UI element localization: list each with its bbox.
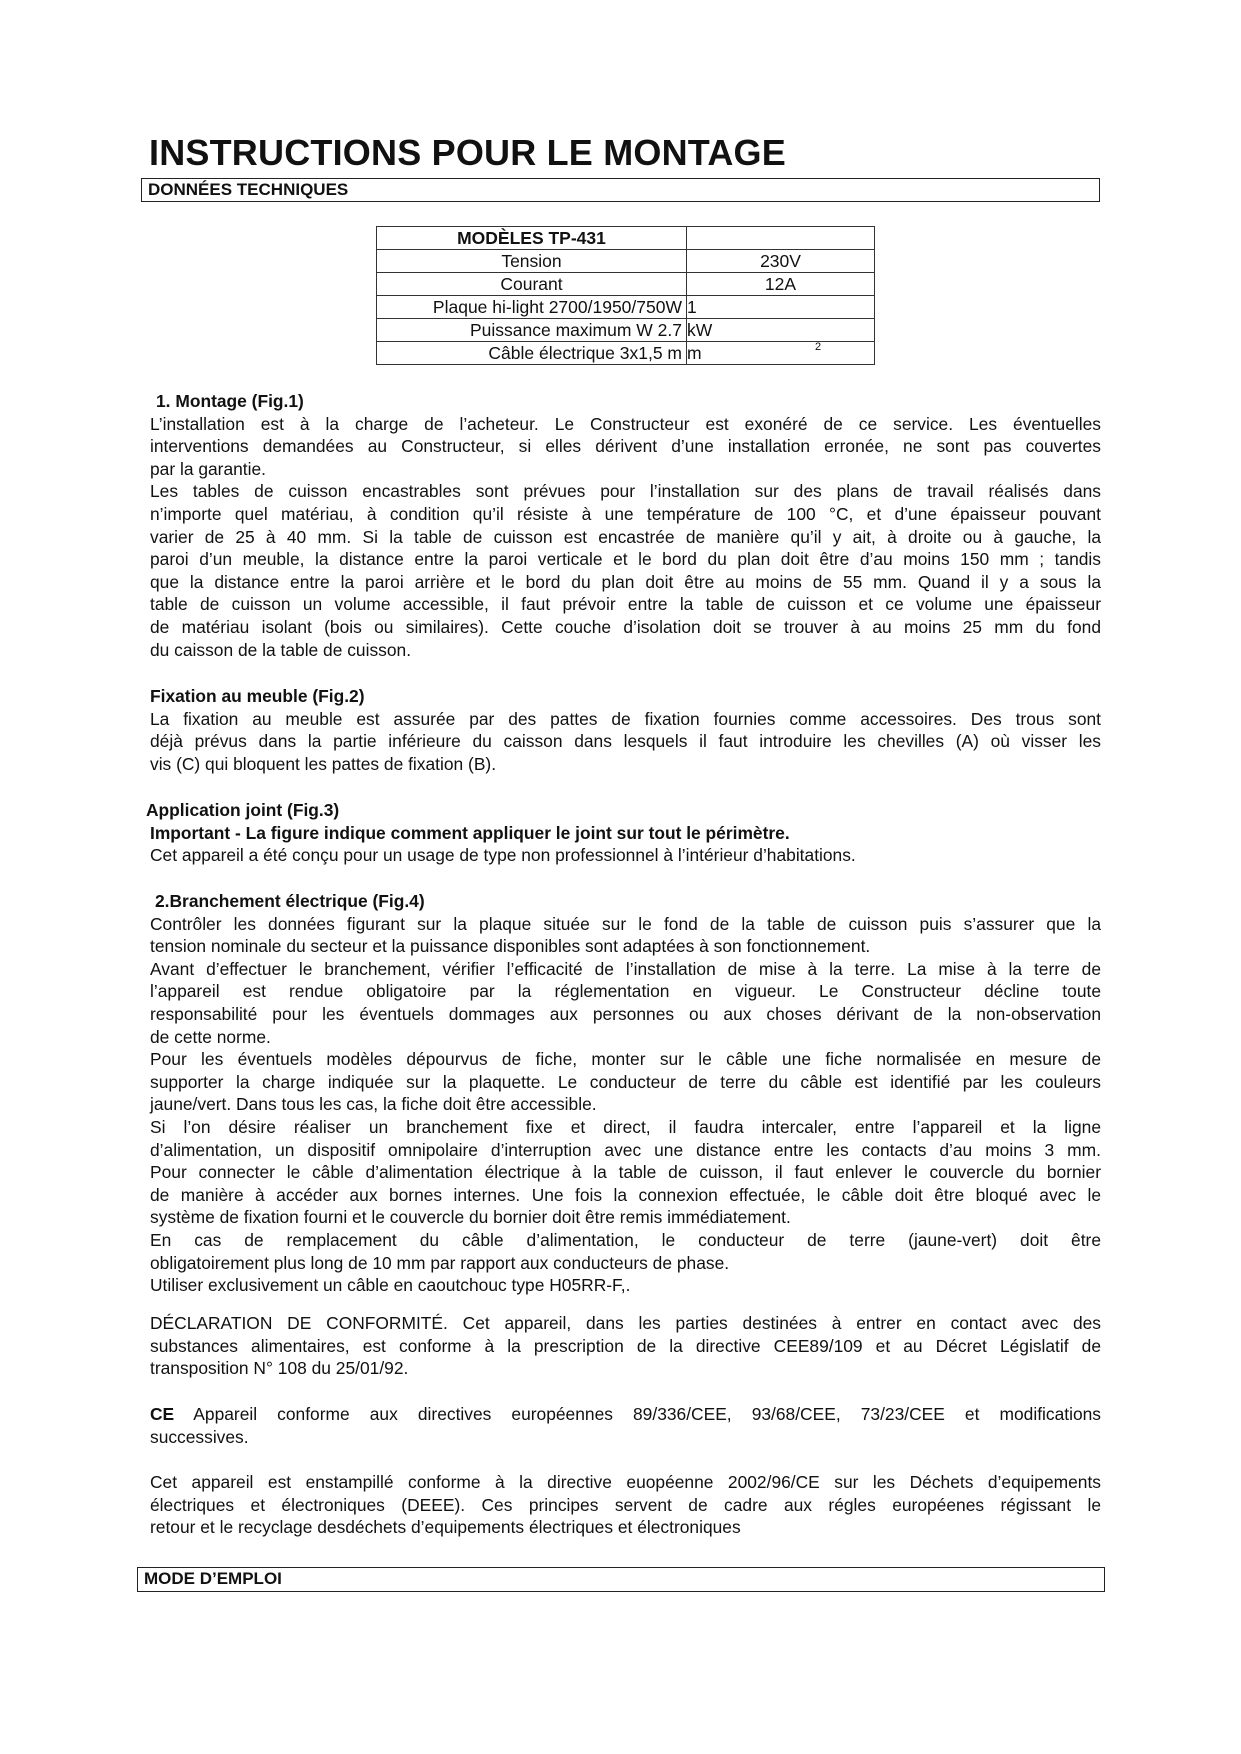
text-line: Si l’on désire réaliser un branchement fixe et direct, il faudra intercaler, entre l’appareil et la ligne [150, 1116, 1101, 1137]
spec-row [377, 296, 875, 319]
spec-row [377, 342, 875, 365]
text-line: En cas de remplacement du câble d’alimentation, le conducteur de terre (jaune-vert) doit être [150, 1229, 1101, 1250]
spec-label: Courant [377, 273, 687, 296]
spec-value: 12A [687, 273, 875, 296]
ce-section [150, 1403, 1101, 1448]
text-line: du caisson de la table de cuisson. [150, 639, 412, 660]
superscript-two: 2 [815, 341, 822, 353]
text-line: responsabilité pour les éventuels dommages aux personnes ou aux choses dérivant de la non-observation [150, 1003, 1101, 1024]
declaration-section [150, 1312, 1101, 1380]
text-line: d’alimentation, un dispositif omnipolaire d’interruption avec une distance entre les contacts d’au moins 3 mm. [150, 1139, 1101, 1160]
text-line: système de fixation fourni et le couvercle du bornier doit être remis immédiatement. [150, 1207, 791, 1228]
text-line: L’installation est à la charge de l’acheteur. Le Constructeur est exonéré de ce service. Les éventuelles [150, 413, 1101, 434]
text-line: Avant d’effectuer le branchement, vérifier l’efficacité de l’installation de mise à la terre. La mise à la terre de [150, 958, 1101, 979]
spec-model-label: MODÈLES TP-431 [377, 227, 687, 250]
spec-row [377, 250, 875, 273]
montage-section [150, 390, 1101, 661]
page-title: INSTRUCTIONS POUR LE MONTAGE [149, 132, 786, 173]
text-line: transposition N° 108 du 25/01/92. [150, 1358, 409, 1379]
fixation-heading: Fixation au meuble (Fig.2) [150, 686, 365, 706]
ce-text: Appareil conforme aux directives européennes 89/336/CEE, 93/68/CEE, 73/23/CEE et modifications [174, 1404, 1101, 1424]
spec-label: Puissance maximum W 2.7 [377, 319, 687, 342]
section-header-label: DONNÉES TECHNIQUES [148, 180, 349, 199]
text-line: Cet appareil est enstampillé conforme à la directive euopéenne 2002/96/CE sur les Déchets d’equipements [150, 1472, 1101, 1492]
text-line: de matériau isolant (bois ou similaires). Cette couche d’isolation doit se trouver à au moins 25 mm du fond [150, 616, 1101, 637]
spec-label: Tension [377, 250, 687, 273]
fixation-section [150, 685, 1101, 775]
spec-value: 1 [687, 296, 875, 319]
section-header-label: MODE D’EMPLOI [144, 1569, 282, 1588]
text-line: déjà prévus dans la partie inférieure du caisson dans lesquels il faut introduire les chevilles (A) où visser les [150, 731, 1101, 752]
text-line: vis (C) qui bloquent les pattes de fixation (B). [150, 753, 497, 774]
text-line: n’importe quel matériau, à condition qu’il résiste à une température de 100 °C, et d’une épaisseur pouvant [150, 503, 1101, 524]
text-line: jaune/vert. Dans tous les cas, la fiche doit être accessible. [150, 1094, 597, 1115]
spec-value: m [687, 342, 875, 365]
text-line: successives. [150, 1426, 249, 1447]
spec-model-value [687, 227, 875, 250]
text-line: Utiliser exclusivement un câble en caoutchouc type H05RR-F,. [150, 1275, 631, 1296]
text-line: Les tables de cuisson encastrables sont prévues pour l’installation sur des plans de travail réalisés dans [150, 481, 1101, 502]
text-line: que la distance entre la paroi arrière et le bord du plan doit être au moins de 55 mm. Quand il y a sous la [150, 571, 1101, 592]
spec-table-header-row [377, 227, 875, 250]
text-line: retour et le recyclage desdéchets d’equipements électriques et électroniques [150, 1517, 741, 1538]
montage-heading: 1. Montage (Fig.1) [156, 391, 304, 411]
text-line: l’appareil est rendue obligatoire par la réglementation en vigueur. Le Constructeur décline toute [150, 981, 1101, 1002]
ce-mark: CE [150, 1404, 175, 1424]
text-line: supporter la charge indiquée sur la plaquette. Le conducteur de terre du câble est identifié par les couleurs [150, 1071, 1101, 1092]
spec-value: kW [687, 319, 875, 342]
text-line: substances alimentaires, est conforme à la prescription de la directive CEE89/109 et au Décret Législatif de [150, 1335, 1101, 1356]
branchement-section [150, 890, 1101, 1297]
spec-table [376, 226, 875, 365]
joint-section [146, 799, 1101, 867]
section-header-technical-data [141, 178, 1100, 202]
text-line: de manière à accéder aux bornes internes. Une fois la connexion effectuée, le câble doit être bloqué avec le [150, 1184, 1101, 1205]
text-line: varier de 25 à 40 mm. Si la table de cuisson est encastrée de manière qu’il y ait, à droite ou à gauche, la [150, 526, 1101, 547]
spec-label: Plaque hi-light 2700/1950/750W [377, 296, 687, 319]
section-header-mode-emploi [137, 1567, 1105, 1592]
joint-heading: Application joint (Fig.3) [146, 800, 340, 820]
text-line [150, 1403, 1101, 1426]
text-line: Pour les éventuels modèles dépourvus de fiche, monter sur le câble une fiche normalisée en mesure de [150, 1049, 1101, 1070]
text-line: DÉCLARATION DE CONFORMITÉ. Cet appareil, dans les parties destinées à entrer en contact avec des [150, 1313, 1101, 1333]
text-line: Pour connecter le câble d’alimentation électrique à la table de cuisson, il faut enlever le couvercle du bornier [150, 1162, 1101, 1183]
spec-label: Câble électrique 3x1,5 m [377, 342, 687, 365]
text-line: par la garantie. [150, 458, 267, 479]
spec-row [377, 273, 875, 296]
joint-important: Important - La figure indique comment appliquer le joint sur tout le périmètre. [150, 822, 790, 843]
branchement-heading: 2.Branchement électrique (Fig.4) [155, 891, 425, 911]
deee-section [150, 1471, 1101, 1539]
text-line: de cette norme. [150, 1026, 271, 1047]
text-line: paroi d’un meuble, la distance entre la paroi verticale et le bord du plan doit être d’au moins 150 mm ; tandis [150, 549, 1101, 570]
text-line: Contrôler les données figurant sur la plaque située sur le fond de la table de cuisson puis s’assurer que la [150, 913, 1101, 934]
text-line: électriques et électroniques (DEEE). Ces principes servent de cadre aux régles européenes régissant le [150, 1494, 1101, 1515]
text-line: interventions demandées au Constructeur, si elles dérivent d’une installation erronée, ne sont pas couvertes [150, 436, 1101, 457]
text-line: table de cuisson un volume accessible, il faut prévoir entre la table de cuisson et ce volume une épaisseur [150, 594, 1101, 615]
text-line: La fixation au meuble est assurée par des pattes de fixation fournies comme accessoires. Des trous sont [150, 708, 1101, 729]
spec-row [377, 319, 875, 342]
text-line: obligatoirement plus long de 10 mm par rapport aux conducteurs de phase. [150, 1252, 730, 1273]
spec-value: 230V [687, 250, 875, 273]
text-line: tension nominale du secteur et la puissance disponibles sont adaptées à son fonctionnement. [150, 936, 871, 957]
text-line: Cet appareil a été conçu pour un usage de type non professionnel à l’intérieur d’habitations. [150, 845, 856, 866]
